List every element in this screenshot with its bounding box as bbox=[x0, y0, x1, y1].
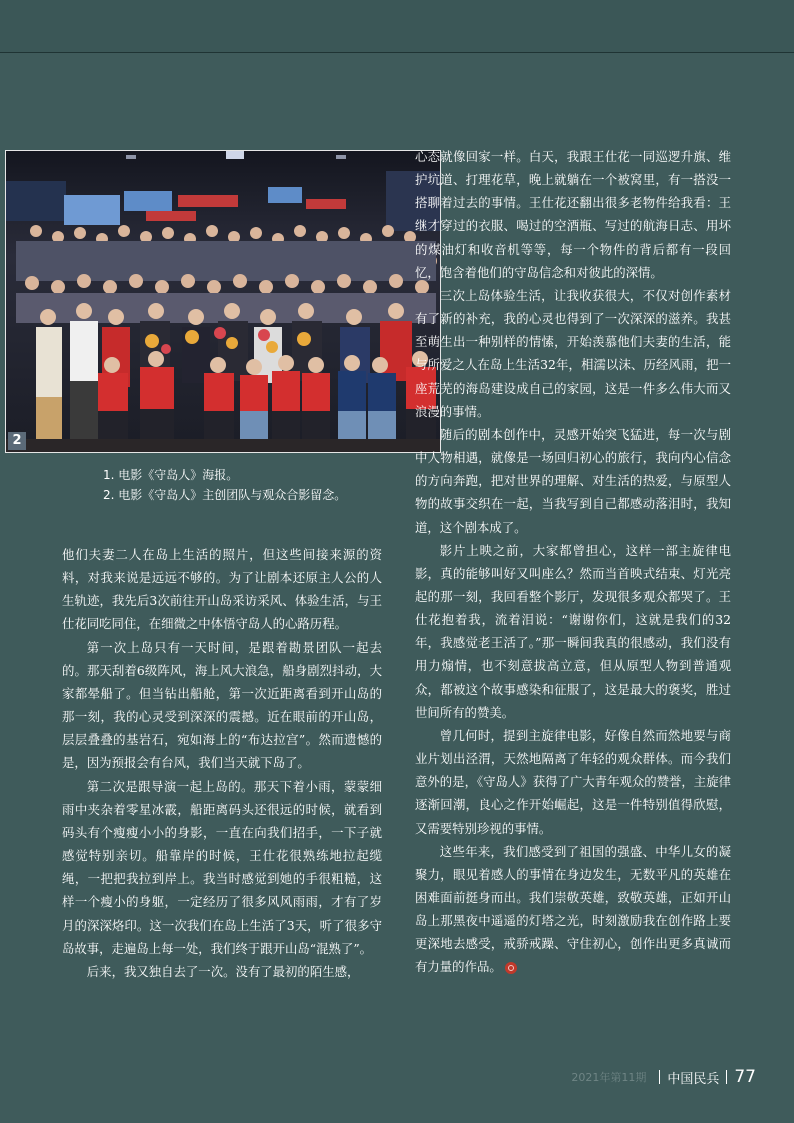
paragraph: 随后的剧本创作中，灵感开始突飞猛进，每一次与剧中人物相遇，就像是一场回归初心的旅行，我向内心信念的方向奔跑，把对世界的理解、对生活的热爱，与原型人物的故事交织在一起，当我写到自己都感动落泪时，我知道，这个剧本成了。 bbox=[415, 426, 731, 535]
caption-2: 2. 电影《守岛人》主创团队与观众合影留念。 bbox=[103, 488, 347, 502]
footer-divider bbox=[659, 1070, 660, 1084]
paragraph: 他们夫妻二人在岛上生活的照片，但这些间接来源的资料，对我来说是远远不够的。为了让剧本还原主人公的人生轨迹，我先后3次前往开山岛采访采风、体验生活，与王仕花同吃同住，在细微之中体悟守岛人的心路历程。 bbox=[62, 547, 382, 632]
right-column bbox=[415, 145, 731, 979]
paragraph: 影片上映之前，大家都曾担心，这样一部主旋律电影，真的能够叫好又叫座么？然而当首映式结束、灯光亮起的那一刻，我回看整个影厅，发现很多观众都哭了。王仕花抱着我，流着泪说：“谢谢你们，这就是我们的32年，我感觉老王活了。”那一瞬间我真的很感动，我们没有用力煽情，也不刻意拔高立意，但从原型人物到普通观众，都被这个故事感染和征服了，这是最大的褒奖，胜过世间所有的赞美。 bbox=[415, 542, 731, 720]
magazine-name: 中国民兵 bbox=[667, 1071, 720, 1087]
paragraph-final-text: 这些年来，我们感受到了祖国的强盛、中华儿女的凝聚力，眼见着感人的事情在身边发生，无数平凡的英雄在困难面前挺身而出。我们崇敬英雄，致敬英雄，正如开山岛上那黑夜中遥遥的灯塔之光，时刻激励我在创作路上要更深地去感受，戒骄戒躁、守住初心，创作出更多真诚而有力量的作品。 bbox=[415, 843, 731, 975]
photo-captions bbox=[103, 465, 433, 505]
group-photo bbox=[5, 150, 441, 453]
paragraph: 第一次上岛只有一天时间，是跟着勘景团队一起去的。那天刮着6级阵风，海上风大浪急，船身剧烈抖动，大家都晕船了。但当钻出船舱，第一次近距离看到开山岛的那一刻，我的心灵受到深深的震撼。近在眼前的开山岛，层层叠叠的基岩石，宛如海上的“布达拉宫”。然而遗憾的是，因为预报会有台风，我们当天就下岛了。 bbox=[62, 639, 382, 771]
paragraph: 后来，我又独自去了一次。没有了最初的陌生感， bbox=[86, 963, 360, 979]
paragraph: 心态就像回家一样。白天，我跟王仕花一同巡逻升旗、维护坑道、打理花草，晚上就躺在一个被窝里，有一搭没一搭聊着过去的事情。王仕花还翻出很多老物件给我看：王继才穿过的衣服、喝过的空酒瓶、写过的航海日志、用坏的煤油灯和收音机等等，每一个物件的背后都有一段回忆，饱含着他们的守岛信念和对彼此的深情。 bbox=[415, 149, 731, 280]
top-band bbox=[0, 0, 794, 53]
page-number: 77 bbox=[734, 1067, 756, 1087]
paragraph-final bbox=[415, 840, 731, 979]
photo-number-badge: 2 bbox=[8, 432, 26, 450]
paragraph: 第二次是跟导演一起上岛的。那天下着小雨，蒙蒙细雨中夹杂着零星冰霰，船距离码头还很远的时候，就看到码头有个瘦瘦小小的身影，一直在向我们招手，一下子就感觉特别亲切。船靠岸的时候，王仕花很熟练地拉起缆绳，一把把我拉到岸上。我当时感觉到她的手很粗糙，这样一个瘦小的身躯，一定经历了很多风风雨雨，才有了岁月的深深烙印。这一次我们在岛上生活了3天，听了很多守岛故事，走遍岛上每一处，我们终于跟开山岛“混熟了”。 bbox=[62, 778, 382, 956]
page-footer bbox=[571, 1065, 756, 1089]
footer-divider bbox=[726, 1070, 727, 1084]
caption-1: 1. 电影《守岛人》海报。 bbox=[103, 468, 239, 482]
paragraph: 三次上岛体验生活，让我收获很大，不仅对创作素材有了新的补充，我的心灵也得到了一次深深的滋养。我甚至萌生出一种别样的情愫，开始羡慕他们夫妻的生活，能与所爱之人在岛上生活32年，相濡以沫、历经风雨，把一座荒芜的海岛建设成自己的家园，这是一件多么伟大而又浪漫的事情。 bbox=[415, 287, 731, 419]
group-photo-image bbox=[6, 151, 440, 452]
end-mark-icon bbox=[505, 962, 517, 974]
issue-label: 2021年第11期 bbox=[571, 1071, 647, 1084]
paragraph: 曾几何时，提到主旋律电影，好像自然而然地要与商业片划出泾渭，天然地隔离了年轻的观众群体。而今我们意外的是，《守岛人》获得了广大青年观众的赞誉，主旋律逐渐回潮，良心之作开始崛起，这是一件特别值得欣慰，又需要特别珍视的事情。 bbox=[415, 727, 731, 836]
left-column bbox=[62, 543, 382, 983]
